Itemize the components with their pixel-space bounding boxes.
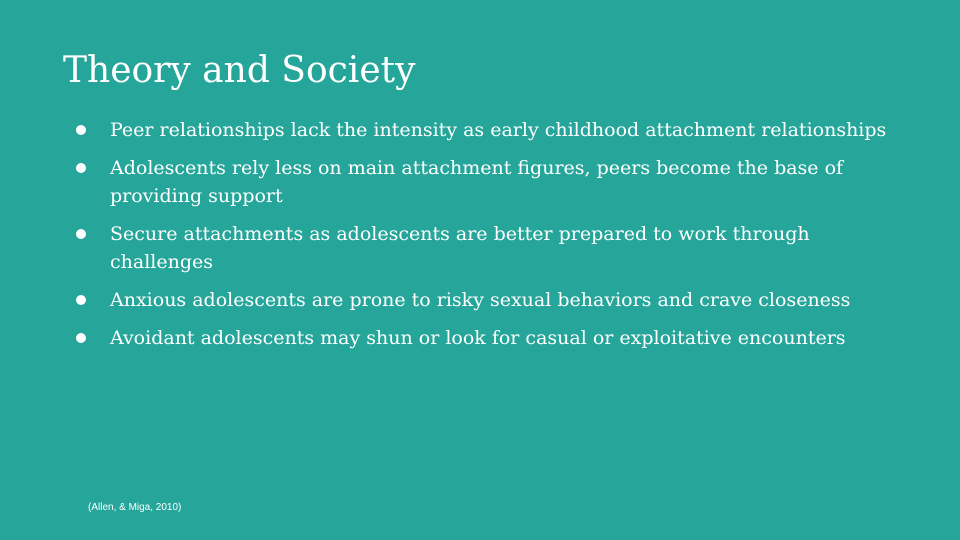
bullet-item (70, 220, 890, 276)
slide-title: Theory and Society (63, 50, 416, 91)
bullet-dot-icon (76, 229, 86, 239)
bullet-text: Avoidant adolescents may shun or look for casual or exploitative encounters (110, 327, 846, 349)
bullet-list (70, 116, 890, 362)
bullet-dot-icon (76, 125, 86, 135)
bullet-dot-icon (76, 333, 86, 343)
citation: (Allen, & Miga, 2010) (88, 502, 182, 513)
bullet-item (70, 324, 890, 352)
bullet-item (70, 286, 890, 314)
bullet-dot-icon (76, 295, 86, 305)
bullet-text: Secure attachments as adolescents are better prepared to work through challenges (110, 223, 810, 273)
bullet-text: Anxious adolescents are prone to risky sexual behaviors and crave closeness (110, 289, 851, 311)
bullet-item (70, 154, 890, 210)
bullet-text: Adolescents rely less on main attachment figures, peers become the base of providing support (110, 157, 844, 207)
bullet-dot-icon (76, 163, 86, 173)
bullet-item (70, 116, 890, 144)
bullet-text: Peer relationships lack the intensity as early childhood attachment relationships (110, 119, 887, 141)
